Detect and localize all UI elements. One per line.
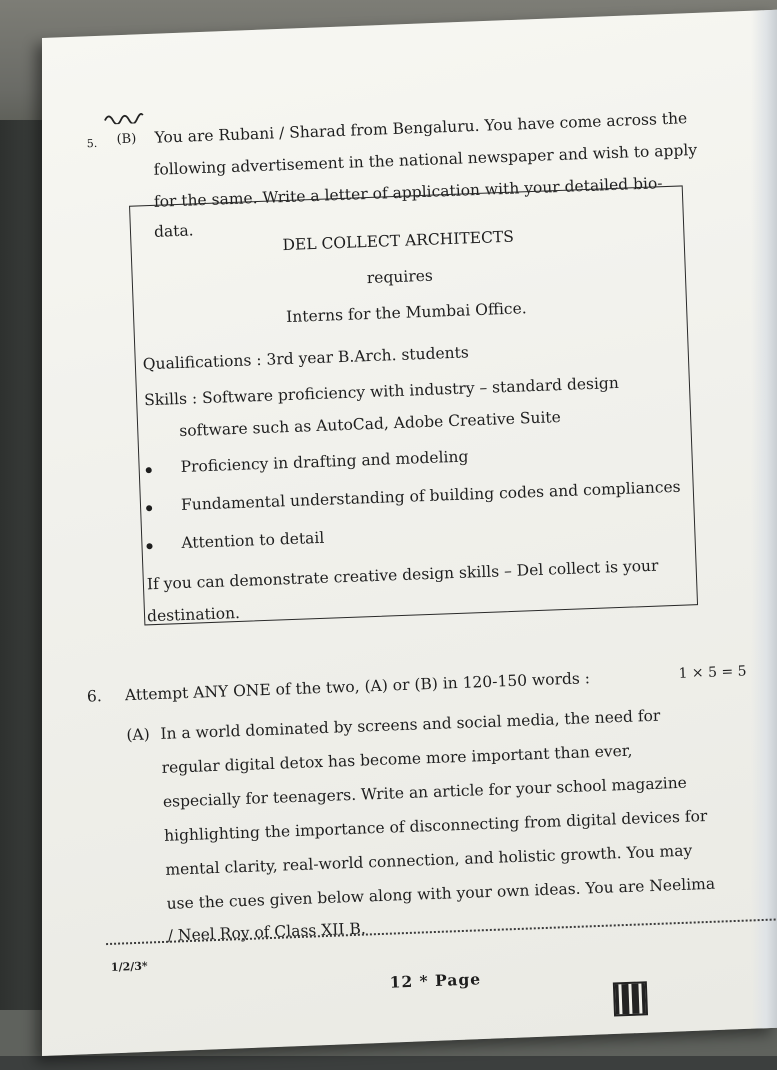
- ad-closing-line-2: destination.: [146, 603, 241, 626]
- q6-instruction-text: Attempt ANY ONE of the two, (A) or (B) in 120-150 words :: [124, 669, 591, 705]
- footer-page-number: 12 * Page: [389, 969, 482, 992]
- squiggle-mark: [104, 109, 144, 124]
- ad-skills-line-1: Skills : Software proficiency with industry – standard design: [143, 373, 620, 410]
- footer-code: 1/2/3*: [110, 959, 148, 974]
- q6-line-5: mental clarity, real-world connection, and holistic growth. You may: [165, 841, 693, 879]
- ad-bullet-1: Proficiency in drafting and modeling: [180, 447, 469, 477]
- q6-line-2: regular digital detox has become more important than ever,: [161, 741, 633, 777]
- q5-option: (B): [116, 131, 137, 148]
- q6-instruction: [125, 669, 591, 705]
- q5-line-3: for the same. Write a letter of application with your detailed bio-: [153, 174, 663, 211]
- q6-line-6: use the cues given below along with your own ideas. You are Neelima: [166, 874, 716, 913]
- ad-bullet-3: Attention to detail: [181, 528, 325, 553]
- ad-requires: requires: [366, 266, 434, 288]
- qr-code-icon: [613, 981, 648, 1016]
- ad-skills-line-2: software such as AutoCad, Adobe Creative Suite: [178, 408, 562, 441]
- ad-qualifications: Qualifications : 3rd year B.Arch. students: [142, 343, 470, 374]
- q6-line-4: highlighting the importance of disconnecting from digital devices for: [163, 806, 708, 845]
- ad-position: Interns for the Mumbai Office.: [285, 299, 527, 327]
- q5-number: 5.: [86, 136, 98, 151]
- q6-line-1: In a world dominated by screens and social media, the need for: [160, 706, 661, 743]
- q6-marks: 1 × 5 = 5: [678, 663, 747, 682]
- q6-number: 6.: [86, 687, 103, 706]
- q5-line-4: data.: [153, 221, 194, 241]
- q5-line-1: You are Rubani / Sharad from Bengaluru. You have come across the: [154, 109, 688, 147]
- ad-bullet-2: Fundamental understanding of building codes and compliances: [180, 477, 681, 515]
- ad-closing-line-1: If you can demonstrate creative design skills – Del collect is your: [146, 556, 659, 594]
- q6-line-7: / Neel Roy of Class XII B.: [167, 919, 367, 945]
- q5-line-2: following advertisement in the national newspaper and wish to apply: [153, 140, 698, 179]
- q6-option-a: (A): [126, 725, 151, 745]
- ad-company: DEL COLLECT ARCHITECTS: [282, 227, 515, 255]
- q6-line-3: especially for teenagers. Write an article for your school magazine: [162, 773, 688, 811]
